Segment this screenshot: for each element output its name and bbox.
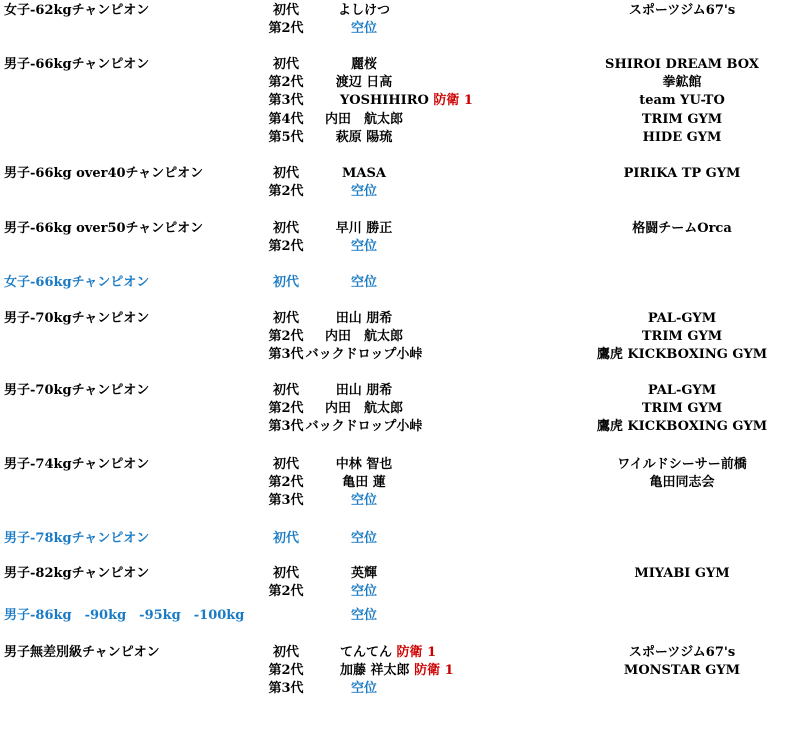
defense-count: 防衛 1 bbox=[414, 663, 454, 679]
champion-name-text: てんてん bbox=[340, 645, 393, 660]
generation-label: 初代 bbox=[272, 221, 300, 236]
vacant-label bbox=[351, 183, 377, 201]
champion-name-text: バックドロップ小峠 bbox=[305, 419, 423, 435]
gym-name: SHIROI DREAM BOX bbox=[605, 57, 759, 72]
champion-name bbox=[340, 92, 473, 110]
division-title: 女子-62kgチャンピオン bbox=[4, 3, 150, 18]
vacant-label bbox=[351, 583, 377, 601]
division-title: 男子-86kg -90kg -95kg -100kg bbox=[4, 608, 245, 623]
champion-name-text: 田山 朋希 bbox=[335, 311, 393, 326]
champion-name-text: 内田 航太郎 bbox=[324, 329, 404, 345]
champion-name-text: 亀田 蓮 bbox=[342, 475, 386, 491]
champion-name bbox=[342, 474, 386, 492]
champion-name-text: 中林 智也 bbox=[335, 457, 393, 472]
generation-label: 第2代 bbox=[268, 475, 304, 491]
vacant-label bbox=[351, 274, 377, 292]
gym-name: PAL-GYM bbox=[647, 311, 717, 326]
champion-name-text: 空位 bbox=[350, 21, 378, 37]
champion-name-text: 加藤 祥太郎 bbox=[340, 663, 410, 679]
champion-name-text: 空位 bbox=[350, 275, 378, 290]
champion-name bbox=[325, 328, 403, 346]
generation-label: 初代 bbox=[272, 57, 300, 72]
generation-label: 初代 bbox=[272, 645, 300, 660]
champion-name-text: 空位 bbox=[350, 608, 378, 623]
generation-label: 初代 bbox=[272, 531, 300, 546]
generation-label: 初代 bbox=[272, 166, 300, 181]
generation-label: 第2代 bbox=[268, 21, 304, 37]
champion-name-text: 麗桜 bbox=[350, 57, 378, 72]
champion-name bbox=[336, 74, 393, 92]
champion-name bbox=[342, 165, 386, 183]
division-title: 女子-66kgチャンピオン bbox=[4, 275, 150, 290]
champion-name bbox=[351, 565, 377, 583]
generation-label: 第4代 bbox=[268, 111, 304, 127]
gym-name: TRIM GYM bbox=[641, 329, 723, 345]
champion-name bbox=[336, 310, 393, 328]
champion-name-text: 空位 bbox=[350, 584, 378, 600]
gym-name: PIRIKA TP GYM bbox=[623, 166, 741, 181]
vacant-label bbox=[351, 20, 377, 38]
generation-label: 初代 bbox=[272, 275, 300, 290]
generation-label: 初代 bbox=[272, 457, 300, 472]
generation-label: 第3代 bbox=[268, 93, 304, 109]
gym-name: スポーツジム67's bbox=[628, 3, 736, 18]
champion-name-text: 内田 航太郎 bbox=[324, 111, 404, 127]
generation-label: 第2代 bbox=[268, 663, 304, 679]
generation-label: 初代 bbox=[272, 383, 300, 398]
generation-label: 第2代 bbox=[268, 75, 304, 91]
gym-name: 拳鉱館 bbox=[662, 75, 702, 91]
gym-name: 鷹虎 KICKBOXING GYM bbox=[596, 347, 768, 363]
division-title: 男子-70kgチャンピオン bbox=[4, 383, 150, 398]
generation-label: 初代 bbox=[272, 566, 300, 581]
division-title: 男子-66kg over50チャンピオン bbox=[4, 221, 204, 236]
defense-count: 防衛 1 bbox=[433, 93, 473, 109]
champion-name bbox=[351, 56, 377, 74]
champion-name-text: 渡辺 日高 bbox=[335, 75, 393, 91]
champion-name-text: YOSHIHIRO bbox=[340, 93, 429, 109]
vacant-label bbox=[351, 680, 377, 698]
champion-name-text: 空位 bbox=[350, 239, 378, 255]
gym-name: ワイルドシーサー前橋 bbox=[617, 457, 747, 472]
champion-name-text: 内田 航太郎 bbox=[324, 401, 404, 417]
gym-name: TRIM GYM bbox=[641, 401, 723, 417]
division-title: 男子-78kgチャンピオン bbox=[4, 531, 150, 546]
gym-name: 格闘チームOrca bbox=[632, 221, 732, 236]
gym-name: PAL-GYM bbox=[647, 383, 717, 398]
champion-name-text: バックドロップ小峠 bbox=[305, 347, 423, 363]
gym-name: TRIM GYM bbox=[641, 111, 723, 127]
champion-name-text: 空位 bbox=[350, 184, 378, 200]
champion-name-text: 空位 bbox=[350, 681, 378, 697]
vacant-label bbox=[351, 607, 377, 625]
champion-name-text: 田山 朋希 bbox=[335, 383, 393, 398]
division-title: 男子無差別級チャンピオン bbox=[4, 645, 160, 660]
champion-name bbox=[340, 644, 436, 662]
generation-label: 第2代 bbox=[268, 329, 304, 345]
champion-name-text: 空位 bbox=[350, 493, 378, 509]
division-title: 男子-66kg over40チャンピオン bbox=[4, 166, 204, 181]
generation-label: 第3代 bbox=[268, 681, 304, 697]
vacant-label bbox=[351, 492, 377, 510]
division-title: 男子-70kgチャンピオン bbox=[4, 311, 150, 326]
champion-name-text: 空位 bbox=[350, 531, 378, 546]
gym-name: MIYABI GYM bbox=[634, 566, 730, 581]
generation-label: 第2代 bbox=[268, 239, 304, 255]
champion-name bbox=[306, 418, 423, 436]
champion-name-text: MASA bbox=[342, 166, 386, 181]
champion-name bbox=[336, 220, 393, 238]
gym-name: スポーツジム67's bbox=[628, 645, 736, 660]
vacant-label bbox=[351, 530, 377, 548]
vacant-label bbox=[351, 238, 377, 256]
champion-name-text: 萩原 陽琉 bbox=[335, 129, 393, 145]
champion-name bbox=[325, 111, 403, 129]
generation-label: 第5代 bbox=[268, 129, 304, 145]
champion-name bbox=[340, 662, 454, 680]
champion-name bbox=[336, 129, 393, 147]
gym-name: HIDE GYM bbox=[642, 129, 722, 145]
division-title: 男子-82kgチャンピオン bbox=[4, 566, 150, 581]
champion-name bbox=[325, 400, 403, 418]
division-title: 男子-66kgチャンピオン bbox=[4, 57, 150, 72]
generation-label: 第3代 bbox=[268, 347, 304, 363]
champion-name bbox=[336, 456, 393, 474]
generation-label: 初代 bbox=[272, 311, 300, 326]
defense-count: 防衛 1 bbox=[396, 645, 437, 660]
champion-name-text: 英輝 bbox=[350, 566, 378, 581]
champion-name-text: 早川 勝正 bbox=[335, 221, 393, 236]
gym-name: 鷹虎 KICKBOXING GYM bbox=[596, 419, 768, 435]
gym-name: MONSTAR GYM bbox=[623, 663, 741, 679]
generation-label: 第2代 bbox=[268, 184, 304, 200]
champion-name bbox=[338, 2, 390, 20]
generation-label: 第3代 bbox=[268, 419, 304, 435]
gym-name: team YU-TO bbox=[639, 93, 725, 109]
generation-label: 第2代 bbox=[268, 401, 304, 417]
generation-label: 第2代 bbox=[268, 584, 304, 600]
generation-label: 第3代 bbox=[268, 493, 304, 509]
champion-name bbox=[306, 346, 423, 364]
champion-name-text: よしけつ bbox=[337, 3, 391, 18]
division-title: 男子-74kgチャンピオン bbox=[4, 457, 150, 472]
gym-name: 亀田同志会 bbox=[649, 475, 715, 491]
generation-label: 初代 bbox=[272, 3, 300, 18]
champion-name bbox=[336, 382, 393, 400]
